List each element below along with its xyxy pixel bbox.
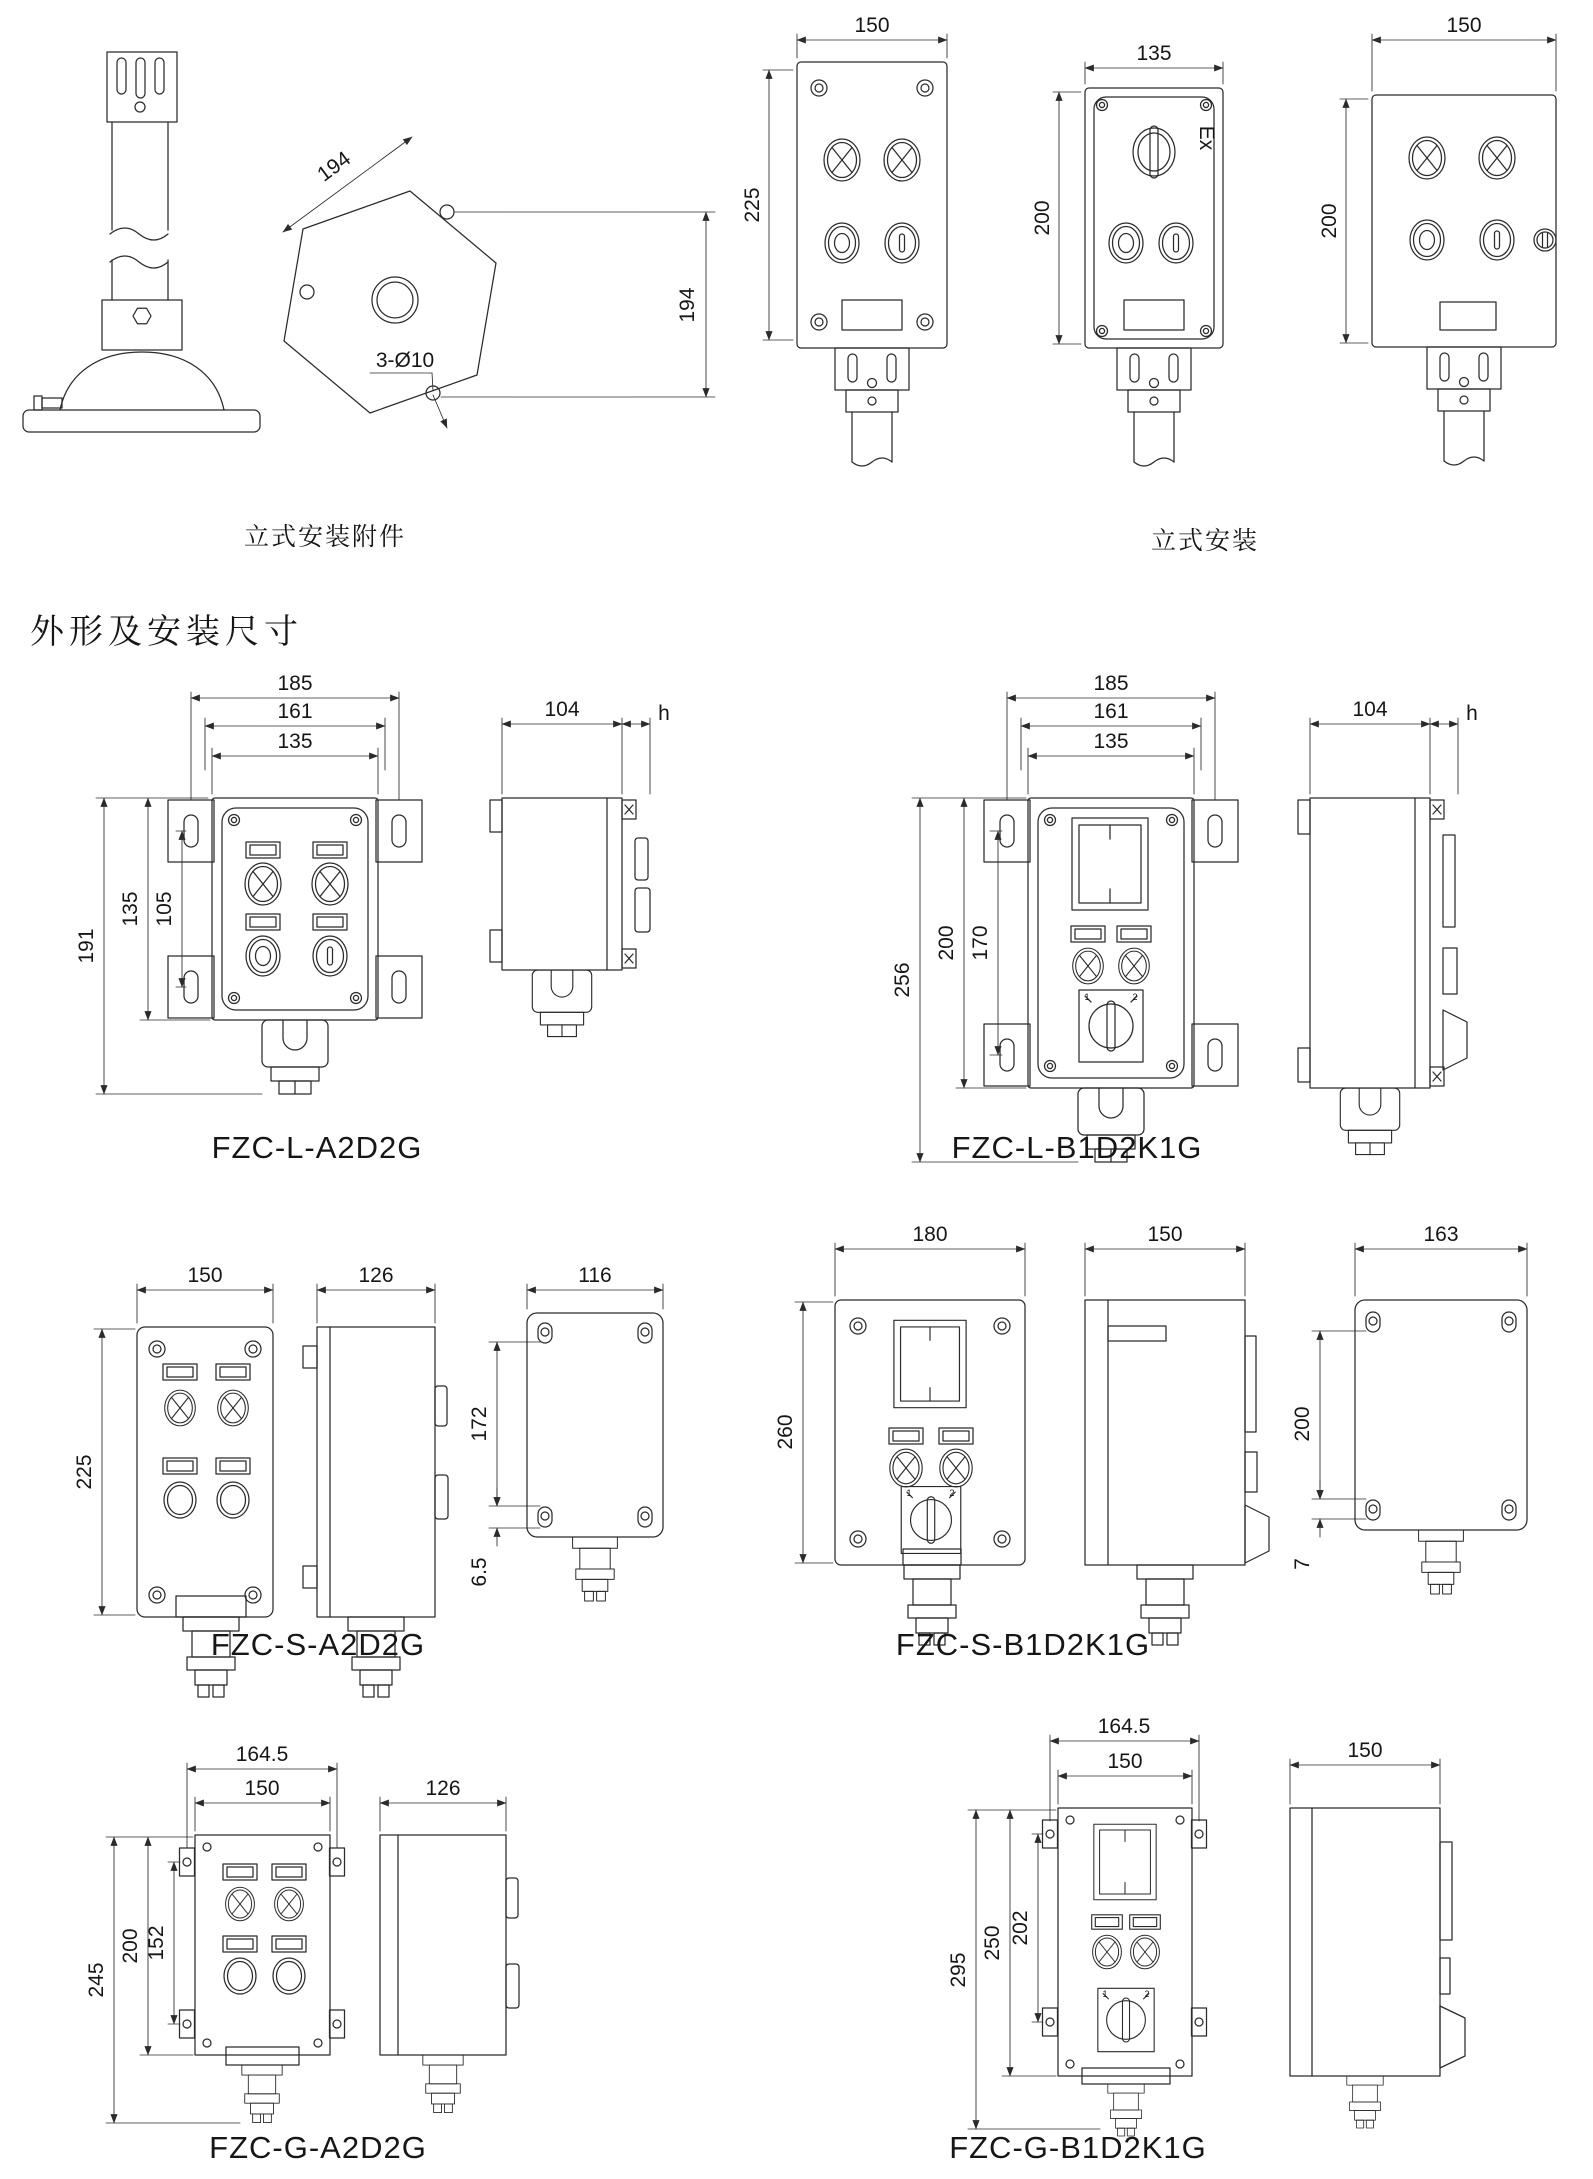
front-view [85,1743,345,2123]
dim-label: 150 [244,1777,280,1800]
section-title: 外形及安装尺寸 [30,613,303,651]
install-box3 [1318,14,1556,465]
reset-lock-icon [1534,229,1556,251]
dim-label: 200 [935,925,958,961]
screw-icon [811,80,827,96]
mount-pole [1427,347,1501,465]
install-caption: 立式安装 [1150,527,1260,555]
start-button-icon [1159,223,1193,263]
mount-pole-drawing [23,52,260,432]
dim-label: 6.5 [468,1557,491,1587]
dim-label: 185 [277,672,313,695]
cable-gland [1419,1530,1464,1594]
dim-label: h [658,702,670,725]
dim-label: 256 [891,962,914,998]
cable-gland [1108,2084,1144,2136]
indicator-lamp-icon [275,1887,304,1921]
dim-label: 172 [468,1406,491,1442]
dim-label: 126 [358,1264,394,1287]
rotary-mark: 2 [1132,992,1138,1002]
holes-callout: 3-Ø10 [375,349,435,372]
dim-label: 135 [1093,730,1129,753]
rear-view [1291,1223,1527,1594]
ex-marking: Ex [1195,125,1218,151]
indicator-lamp-icon [1093,1935,1122,1969]
accessory-caption: 立式安装附件 [243,523,407,551]
stop-button-icon [1109,223,1143,263]
rotary-mark: 2 [949,1488,955,1498]
dim-label: 116 [578,1264,612,1287]
dim-label: 150 [1147,1223,1183,1246]
dim-label: 135 [119,891,142,927]
dim-label: 295 [947,1952,970,1988]
dim-label: 135 [277,730,313,753]
pushbutton-icon [273,1958,305,1994]
cable-gland [1347,2076,1383,2128]
dim-label: 200 [119,1928,142,1964]
dim-label: 225 [73,1454,96,1490]
side-view [380,1777,519,2113]
dim-label: h [1466,702,1478,725]
cable-gland [532,970,591,1037]
fzc-s-a2d2g-drawing [73,1264,663,1697]
mounting-tab [180,1848,195,1876]
dim-label: 126 [425,1777,461,1800]
cable-gland [573,1537,618,1601]
fzc-g-a2d2g-drawing [85,1743,519,2165]
rotary-mark: 2 [1144,1989,1150,1999]
side-view [490,698,670,1037]
dim-label: 170 [969,925,992,961]
mounting-ear [1192,800,1238,862]
fzc-l-a2d2g-drawing [75,672,670,1165]
keyhole-slot [1502,1500,1516,1520]
meter-window [1072,818,1148,910]
mount-pole [1117,348,1191,466]
model-label: FZC-L-A2D2G [211,1130,423,1165]
dim-label: 194 [313,147,356,187]
dim-label: 105 [153,891,176,927]
dim-label: 161 [277,700,313,723]
fzc-g-b1d2k1g-drawing [947,1715,1465,2165]
cable-gland [1340,1088,1399,1155]
dim-label: 150 [1446,14,1482,37]
dim-label: 161 [1093,700,1129,723]
keyhole-slot [538,1323,552,1343]
mounting-ear [376,956,422,1018]
indicator-lamp-icon [165,1390,196,1426]
dim-label: 150 [854,14,890,37]
meter-window [894,1320,966,1407]
mounting-ear [1192,1024,1238,1086]
model-label: FZC-S-A2D2G [210,1627,426,1662]
stop-button-icon [1410,220,1444,260]
rear-view [468,1264,663,1601]
start-button-icon [313,936,347,976]
mounting-ear [376,800,422,862]
keyhole-slot [638,1323,652,1343]
rotary-mark: 1 [1102,1989,1108,1999]
mounting-tab [1043,2008,1058,2036]
indicator-lamp-icon [1479,137,1515,179]
cable-gland [242,2065,282,2123]
keyhole-slot [1502,1312,1516,1332]
meter-window [1094,1824,1156,1899]
indicator-lamp-icon [890,1449,922,1487]
rotary-switch-icon [1133,126,1175,178]
dim-label: 164.5 [1097,1715,1151,1738]
dim-label: 200 [1031,200,1054,236]
mounting-tab [180,2010,195,2038]
fzc-s-b1d2k1g-drawing [774,1223,1527,1662]
side-view [1085,1223,1269,1645]
rotary-mark: 1 [1084,992,1090,1002]
indicator-lamp-icon [1119,948,1150,984]
dim-label: 260 [774,1414,797,1450]
dim-label: 164.5 [235,1743,289,1766]
keyhole-slot [638,1507,652,1527]
stop-button-icon [825,223,859,263]
front-view [947,1715,1207,2136]
dim-label: 200 [1318,203,1341,239]
indicator-lamp-icon [245,863,281,905]
cable-gland [423,2055,463,2113]
indicator-lamp-icon [1131,1935,1160,1969]
indicator-lamp-icon [884,139,920,181]
dim-label: 104 [544,698,580,721]
dim-label: 7 [1291,1558,1314,1570]
dim-label: 200 [1291,1406,1314,1442]
start-button-icon [885,223,919,263]
front-view [774,1223,1025,1645]
mounting-tab [330,1848,345,1876]
keyhole-slot [1366,1500,1380,1520]
indicator-lamp-icon [218,1390,249,1426]
indicator-lamp-icon [312,863,348,905]
model-label: FZC-G-A2D2G [209,2130,427,2165]
dim-label: 194 [676,287,699,323]
indicator-lamp-icon [824,139,860,181]
mounting-tab [1192,1820,1207,1848]
side-view [1298,698,1478,1155]
dim-label: 202 [1009,1910,1032,1946]
model-label: FZC-L-B1D2K1G [951,1130,1203,1165]
indicator-lamp-icon [1073,948,1104,984]
indicator-lamp-icon [940,1449,972,1487]
indicator-lamp-icon [226,1887,255,1921]
dim-label: 163 [1423,1223,1459,1246]
vertical-install-figure [741,14,1556,555]
pushbutton-icon [217,1482,249,1518]
dim-label: 150 [1347,1739,1383,1762]
hex-mount-plate-drawing [283,137,715,428]
dim-label: 225 [741,187,764,223]
mounting-ear [168,800,214,862]
rotary-mark: 1 [906,1488,912,1498]
dim-label: 180 [912,1223,948,1246]
install-box1 [741,14,947,466]
pushbutton-icon [164,1482,196,1518]
mounting-tab [1192,2008,1207,2036]
stop-button-icon [246,936,280,976]
cable-gland [262,1020,328,1094]
dim-label: 104 [1352,698,1388,721]
fzc-l-b1d2k1g-drawing [891,672,1478,1165]
keyhole-slot [1366,1312,1380,1332]
install-box2 [1031,42,1223,466]
dim-label: 185 [1093,672,1129,695]
mounting-tab [1043,1820,1058,1848]
mounting-ear [168,956,214,1018]
dim-label: 150 [187,1264,223,1287]
mount-pole [835,348,909,466]
dim-label: 250 [981,1925,1004,1961]
pushbutton-icon [224,1958,256,1994]
mounting-tab [330,2010,345,2038]
dim-label: 245 [85,1962,108,1998]
dim-label: 150 [1107,1750,1143,1773]
vertical-mount-accessory-figure [23,52,715,551]
dim-label: 191 [75,928,98,964]
dim-label: 135 [1136,42,1172,65]
side-view [1290,1739,1465,2128]
front-view [75,672,422,1094]
indicator-lamp-icon [1409,137,1445,179]
dim-label: 152 [145,1925,168,1961]
model-label: FZC-S-B1D2K1G [895,1627,1151,1662]
model-label: FZC-G-B1D2K1G [949,2130,1207,2165]
front-view [891,672,1238,1162]
start-button-icon [1480,220,1514,260]
keyhole-slot [538,1507,552,1527]
